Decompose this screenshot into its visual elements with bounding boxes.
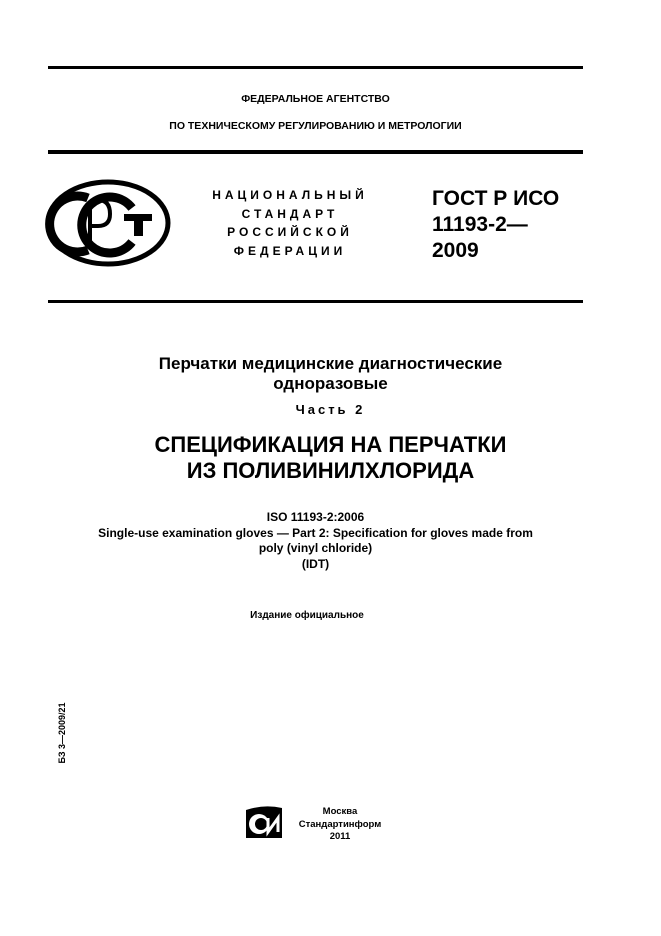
designation-line: 2009 [432,239,479,262]
agency-line2: ПО ТЕХНИЧЕСКОМУ РЕГУЛИРОВАНИЮ И МЕТРОЛОГИИ [169,120,462,132]
standard-type [205,186,375,260]
standartinform-logo-icon [244,804,284,840]
edition-label: Издание официальное [250,610,364,621]
subtitle-line2: ИЗ ПОЛИВИНИЛХЛОРИДА [186,458,475,483]
standard-type-line: ФЕДЕРАЦИИ [233,243,347,258]
agency-line1: ФЕДЕРАЛЬНОЕ АГЕНТСТВО [241,93,390,105]
iso-title-line1: Single-use examination gloves — Part 2: Specification for gloves made from [98,525,533,540]
designation-line: 11193-2— [432,213,528,236]
top-rule [48,66,583,69]
rst-logo-icon [44,178,172,268]
iso-idt: (IDT) [301,556,330,571]
part-label: Часть 2 [295,402,366,417]
standard-type-line: НАЦИОНАЛЬНЫЙ [212,188,368,202]
section-rule [48,300,583,303]
standard-type-line: РОССИЙСКОЙ [227,225,353,239]
side-code: БЗ 3—2009/21 [57,702,67,764]
header-rule [48,150,583,154]
subtitle-line1: СПЕЦИФИКАЦИЯ НА ПЕРЧАТКИ [154,432,507,457]
iso-title-line2: poly (vinyl chloride) [258,541,373,555]
publisher [290,806,390,844]
publisher-year: 2011 [329,831,351,842]
iso-block [0,510,631,572]
title-line1: Перчатки медицинские диагностические [158,354,503,373]
designation-line: ГОСТ Р ИСО [432,187,560,210]
designation [432,186,559,264]
standard-type-line: СТАНДАРТ [241,206,339,221]
publisher-city: Москва [322,806,358,817]
publisher-name: Стандартинформ [298,818,382,830]
iso-code: ISO 11193-2:2006 [266,510,365,524]
title-line2: одноразовые [273,374,388,393]
